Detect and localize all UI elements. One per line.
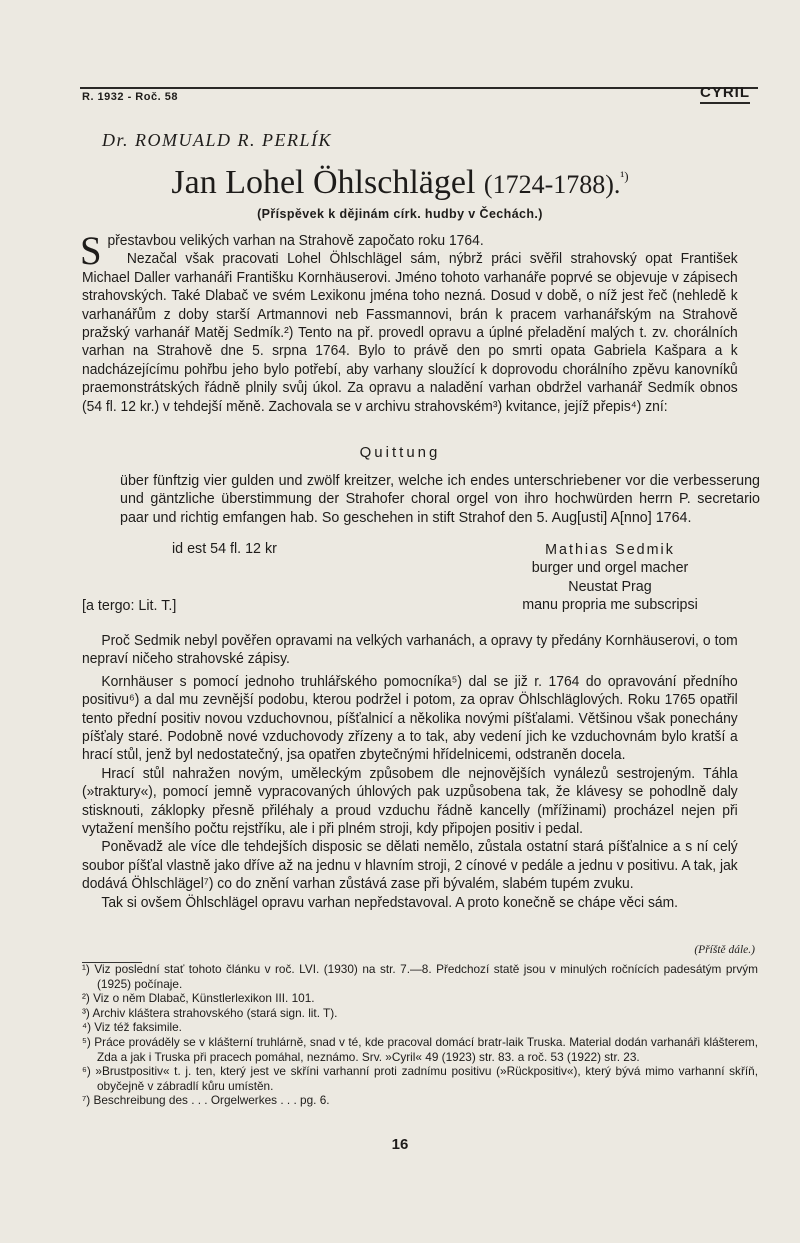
page-number: 16 — [391, 1136, 409, 1153]
quittung-amount: id est 54 fl. 12 kr — [172, 541, 277, 557]
title-dates: (1724-1788). — [483, 170, 621, 199]
quittung-title: Quittung — [359, 444, 441, 461]
title-name: Jan Lohel Öhlschlägel — [171, 164, 476, 201]
paragraph: Hrací stůl nahražen novým, uměleckým způsobem dle nejnovějších vynálezů sestrojeným. Táhla (»traktury«), pomocí jemně vypracovaných úhlových pak uzpůsobena tak, že klávesy se pohodlně daly stisknouti, záklopky přesně přiléhaly a proud vzduchu řádně kancelly (mřížinami) procházel nejen při vytažení menšího počtu rejstříku, ale i při plném stroji, kdy připojen positiv i pedal. — [82, 765, 738, 838]
paragraph: Poněvadž ale více dle tehdejších disposic se dělati nemělo, zůstala ostatní stará píšťalnice a s ní celý soubor píšťal vlastně jako dříve až na jednu v hlavním stroji, 2 cínové v pedále a jednu v positivu. A tak, jak dodává Öhlschlägel⁷) co do znění varhan zůstává zase při bývalém, slabém tupém zvuku. — [82, 839, 738, 893]
paragraph: Kornhäuser s pomocí jednoho truhlářského pomocníka⁵) dal se již r. 1764 do opravování předního positivu⁶) a dal mu zevnější podobu, kterou podržel i potom, za oprav Öhlschläglových. Roku 1765 opatřil tento přední positiv novou vzduchovnou, píšťalnicí a několika novými píšťalami. Většinou však ponechány píšťaly staré. Podobně nové vzduchovody zřízeny a to tak, aby vedení jich ke vzduchovnám bylo kratší a hrací stůl, jenž byl nedostatečný, jsa opatřen zbytečnými hřídelnicemi, odstraněn docela. — [82, 673, 738, 764]
running-header-issue: R. 1932 - Roč. 58 — [82, 91, 178, 103]
signature-name: Mathias Sedmik — [545, 542, 675, 558]
footnote: ³) Archiv kláštera strahovského (stará sign. lit. T). — [82, 1005, 338, 1020]
quittung-paragraph: über fünftzig vier gulden und zwölf kreitzer, welche ich endes unterschriebener vor die verbesserung und gäntzliche überstimmung der Strahofer choral orgel von ihro hochwürden herrn P. secretario paar und richtig emfangen hab. So geschehen in stift Strahof den 5. Aug[usti] A[nno] 1764. — [120, 473, 760, 526]
footnotes — [82, 962, 758, 1108]
intro-paragraph: Nezačal však pracovati Lohel Öhlschlägel sám, nýbrž práci svěřil strahovský opat František Michael Daller varhanáři Františku Kornhäuserovi. Jméno tohoto varhanáře poprvé se objevuje v zápisech strahovských. Také Dlabač ve svém Lexikonu jména toho nezná. Dosud v době, o níž jest řeč (nehledě k varhanářům z doby starší Artmannovi neb Fassmannovi, brán k pracem varhanářským na Strahově pražský varhanář Matěj Sedmík.²) Tento na př. provedl opravu a úplné přeladění malých t. zv. chorálních varhan na Strahově dne 5. srpna 1764. Bylo to právě den po smrti opata Gabriela Kašpara a k nadcházejícímu pohřbu jeho bylo potřebí, aby varhany sloužící k doprovodu chorálního zpěvu kanovníků praemonstrátských řádně plnily svůj úkol. Za opravu a naladění varhan obdržel varhanář Sedmík obnos (54 fl. 12 kr.) v tehdejší měně. Zachovala se v archivu strahovském³) kvitance, jejíž přepis⁴) zní: — [82, 251, 738, 415]
body-paragraphs — [82, 632, 738, 912]
signature-note: manu propria me subscripsi — [522, 597, 698, 614]
paragraph: Tak si ovšem Öhlschlägel opravu varhan nepředstavoval. A proto konečně se chápe věci sám. — [101, 894, 679, 911]
footnote: ²) Viz o něm Dlabač, Künstlerlexikon III. 101. — [82, 991, 315, 1006]
quittung-signature — [480, 541, 740, 615]
drop-cap: S — [80, 228, 102, 273]
article-title — [0, 164, 800, 202]
signature-place: Neustat Prag — [568, 578, 652, 595]
article-author: Dr. ROMUALD R. PERLÍK — [102, 130, 332, 150]
article-subtitle: (Příspěvek k dějinám círk. hudby v Čechách.) — [257, 207, 543, 221]
title-footnote-ref: ¹) — [620, 168, 629, 184]
footnote: ⁶) »Brustpositiv« t. j. ten, který jest ve skříni varhanní proti zadnímu positivu (»Rückpositiv«), který bývá mimo varhanní skříň, obyčejně v zábradlí kůru umístěn. — [82, 1064, 758, 1093]
footnote: ⁷) Beschreibung des . . . Orgelwerkes . . . pg. 6. — [82, 1093, 330, 1108]
running-header-journal: CYRIL — [700, 84, 750, 104]
footnote: ⁵) Práce prováděly se v klášterní truhlárně, snad v té, kde pracoval domácí bratr-laik Truska. Material dodán varhanáři klášterem, Zda a jak i Truska při pracech pomáhal, neznámo. Srv. »Cyril« 49 (1923) str. 83. a roč. 53 (1922) str. 23. — [82, 1034, 758, 1064]
footnote: ¹) Viz poslední stať tohoto článku v roč. LVI. (1930) na str. 7.—8. Předchozí statě jsou v minulých ročnících padesátým prvým (1925) počínaje. — [82, 962, 758, 991]
quittung-verso: [a tergo: Lit. T.] — [82, 598, 177, 614]
footnote: ⁴) Viz též faksimile. — [82, 1020, 182, 1035]
signature-trade: burger und orgel macher — [531, 560, 689, 577]
intro-section — [80, 228, 738, 416]
intro-first-text: přestavbou velikých varhan na Strahově započato roku 1764. — [107, 233, 484, 249]
continued-note: (Příště dále.) — [694, 944, 755, 956]
header-rule — [80, 87, 758, 89]
intro-first-line — [80, 228, 738, 273]
quittung-text — [120, 472, 760, 527]
paragraph: Proč Sedmik nebyl pověřen opravami na velkých varhanách, a opravy ty předány Kornhäuserovi, o tom nepraví ničeho strahovské zápisy. — [82, 633, 738, 668]
